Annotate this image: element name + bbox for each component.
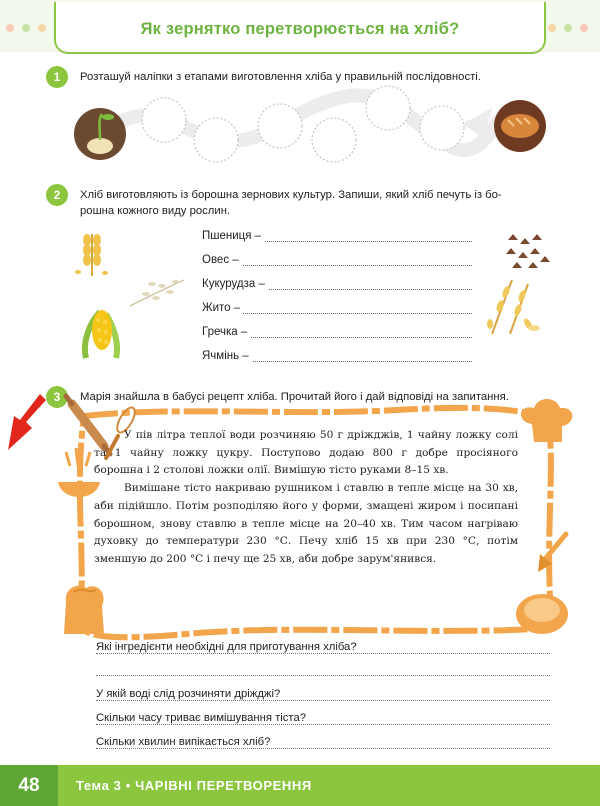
task-2-text xyxy=(80,187,580,219)
grain-row-wheat[interactable] xyxy=(202,230,472,248)
title-box xyxy=(54,2,546,54)
red-arrow-icon xyxy=(4,392,50,462)
footer-topic-title: ЧАРІВНІ ПЕРЕТВОРЕННЯ xyxy=(135,778,312,793)
buckwheat-icon xyxy=(498,232,550,272)
header-dots-right xyxy=(548,24,588,32)
question-label: Скільки хвилин випікається хліб? xyxy=(96,736,271,748)
oats-icon xyxy=(126,276,186,312)
question-ingredients[interactable] xyxy=(96,641,550,657)
task-1-text: Розташуй наліпки з етапами виготовлення хліба у правильній послідовності. xyxy=(80,71,481,83)
grain-label: Гречка – xyxy=(202,326,250,338)
answer-line xyxy=(96,700,550,701)
question-label: Які інгредієнти необхідні для приготування хліба? xyxy=(96,641,357,653)
grain-row-buckwheat[interactable] xyxy=(202,326,472,344)
answer-line xyxy=(96,724,550,725)
grain-row-corn[interactable] xyxy=(202,278,472,296)
grain-label: Жито – xyxy=(202,302,243,314)
recipe-text xyxy=(94,427,518,569)
task-2-text-line-1: Хліб виготовляють із борошна зернових культур. Запиши, який хліб печуть із бо- xyxy=(80,189,502,201)
question-baking-time[interactable] xyxy=(96,736,550,752)
grain-label: Кукурудза – xyxy=(202,278,268,290)
page-number: 48 xyxy=(0,765,58,806)
grain-label: Пшениця – xyxy=(202,230,264,242)
grain-row-oats[interactable] xyxy=(202,254,472,272)
sticker-slot-4[interactable] xyxy=(312,118,356,162)
seed-sprout-icon xyxy=(74,108,126,160)
grain-label: Ячмінь – xyxy=(202,350,252,362)
answer-line xyxy=(96,748,550,749)
footer-theme: Тема 3 xyxy=(76,778,122,793)
recipe-paragraph-1: У пів літра теплої води розчиняю 50 г дріжджів, 1 чайну ложку солі та 1 чайну ложку цукру. Поступово додаю 800 г добре просіяного борошна і 2 столові ложки олії. Вимішую тісто руками 8–15 хв. xyxy=(94,429,518,477)
footer-separator: • xyxy=(125,778,131,793)
corn-icon xyxy=(76,302,132,360)
sticker-slot-2[interactable] xyxy=(194,118,238,162)
wheat-icon xyxy=(72,230,112,276)
task-1-badge: 1 xyxy=(46,66,68,88)
page-title: Як зернятко перетворюється на хліб? xyxy=(140,20,460,38)
sticker-path-illustration xyxy=(0,90,600,170)
sticker-slot-6[interactable] xyxy=(420,106,464,150)
question-ingredients-continued[interactable] xyxy=(96,663,550,679)
flour-sack-icon xyxy=(64,586,104,634)
question-kneading-time[interactable] xyxy=(96,712,550,728)
grain-label: Овес – xyxy=(202,254,242,266)
rye-barley-icon xyxy=(482,276,546,336)
sticker-slot-1[interactable] xyxy=(142,98,186,142)
task-2-badge: 2 xyxy=(46,184,68,206)
task-3-text: Марія знайшла в бабусі рецепт хліба. Прочитай його і дай відповіді на запитання. xyxy=(80,391,509,403)
header-dots-left xyxy=(6,24,46,32)
task-3-badge: 3 xyxy=(46,386,68,408)
grain-row-rye[interactable] xyxy=(202,302,472,320)
answer-line xyxy=(96,653,550,654)
question-label: Скільки часу триває вимішування тіста? xyxy=(96,712,307,724)
sticker-slot-3[interactable] xyxy=(258,104,302,148)
question-water[interactable] xyxy=(96,688,550,704)
answer-line xyxy=(202,265,472,266)
grain-row-barley[interactable] xyxy=(202,350,472,368)
answer-line xyxy=(96,675,550,676)
recipe-paragraph-2: Вимішане тісто накриваю рушником і ставлю в тепле місце на 30 хв, аби підійшло. Потім розподіляю його у форми, змащені жиром і посипані борошном, знову ставлю в тепле місце на 20–40 хв. Тим часом нагріваю духовку до температури 230 °С. Печу хліб 15 хв при 230 °С, потім зменшую до 200 °С і печу ще 25 хв, аби добре зарум'янився. xyxy=(94,482,518,565)
task-2-text-line-2: рошна кожного виду рослин. xyxy=(80,205,231,217)
sieve-icon xyxy=(516,594,568,634)
question-label: У якій воді слід розчиняти дріжджі? xyxy=(96,688,281,700)
sticker-slot-5[interactable] xyxy=(366,86,410,130)
footer-topic xyxy=(76,778,312,793)
bread-loaf-icon xyxy=(494,100,546,152)
